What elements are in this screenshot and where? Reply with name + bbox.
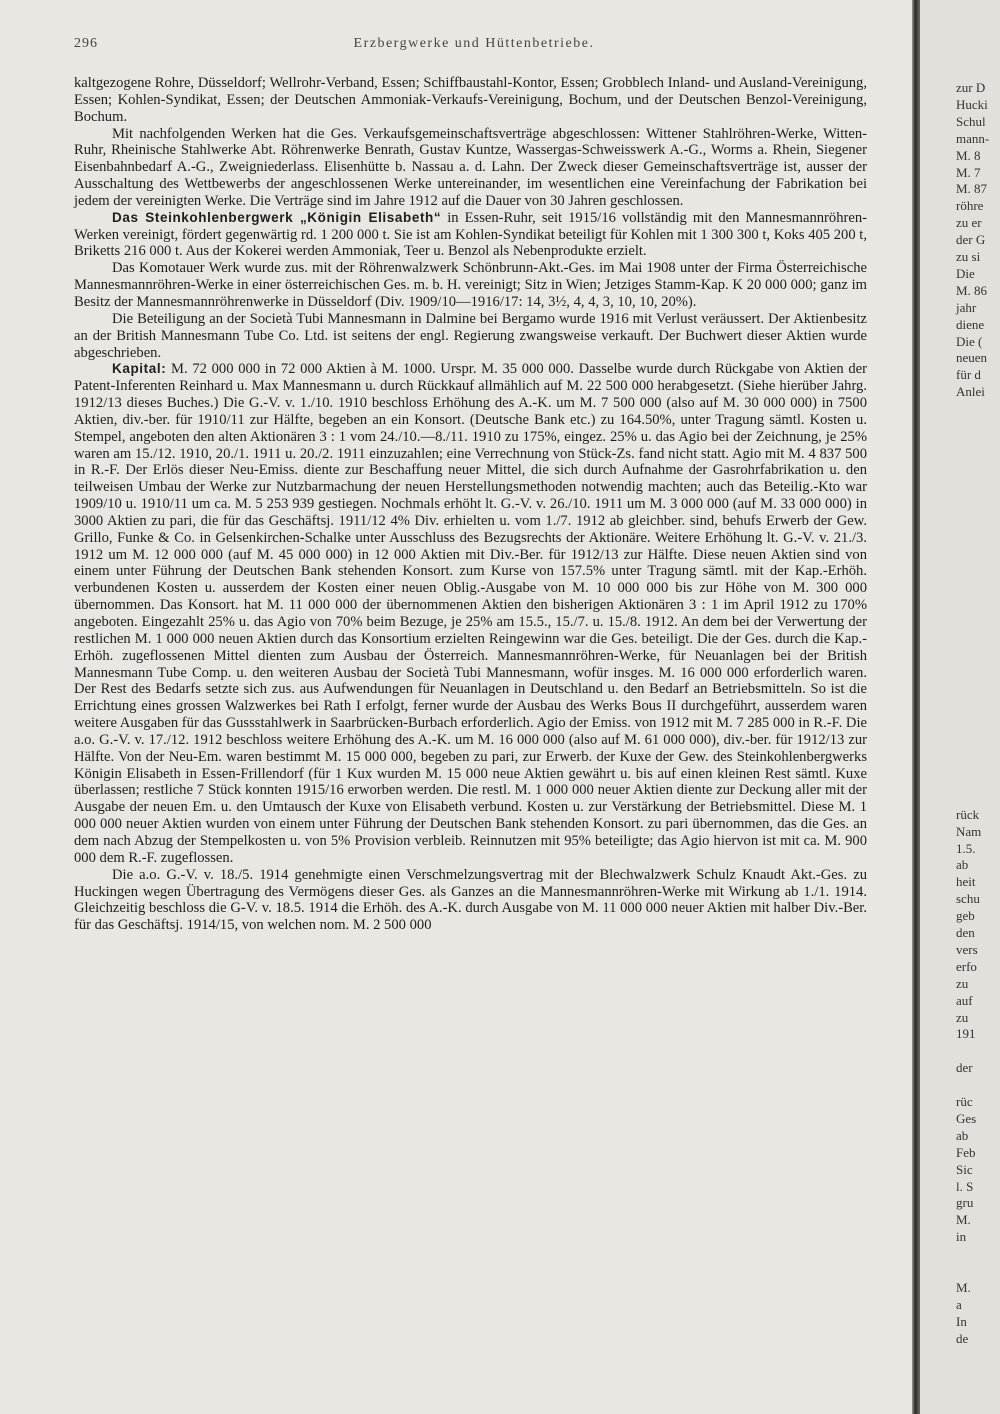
paragraph — [74, 361, 867, 866]
adjacent-page-fragment: zu — [956, 975, 969, 991]
adjacent-page-fragment: Ges — [956, 1110, 977, 1126]
paragraph-text: Mit nachfolgenden Werken hat die Ges. Verkaufsgemeinschaftsverträge abgeschlossen: Wittener Stahlröhren-Werke, Witten-Ruhr, Rheinische Stahlwerke Abt. Röhrenwerke Benrath, Gustav Kuntze, Wassergas-Schweisswerk A.-G., Worms a. Rhein, Siegener Eisenbahnbedarf A.-G., Zweigniederlass. Elisenhütte b. Nassau a. d. Lahn. Der Zweck dieser Gemeinschaftsverträge ist, ausser der Ausschaltung des Wettbewerbs der angeschlossenen Werke untereinander, im wesentlichen eine Vereinfachung der Fabrikation bei jedem der vereinigten Werke. Die Verträge sind im Jahre 1912 auf die Dauer von 30 Jahren geschlossen. — [74, 125, 867, 209]
paragraph-text: in Essen-Ruhr, seit 1915/16 vollständig mit den Mannesmannröhren-Werken vereinigt, fördert gegenwärtig rd. 1 200 000 t. Sie ist am Kohlen-Syndikat beteiligt für Kohlen mit 1 300 300 t, Koks 405 200 t, Briketts 216 000 t. Aus der Kokerei werden Ammoniak, Teer u. Benzol als Nebenprodukte erzielt. — [74, 209, 867, 260]
adjacent-page-fragment: Feb — [956, 1144, 976, 1160]
adjacent-page-fragment: 1.5. — [956, 840, 976, 856]
paragraph-text: Die Beteiligung an der Società Tubi Mannesmann in Dalmine bei Bergamo wurde 1916 mit Verlust veräussert. Der Aktienbesitz an der British Mannesmann Tube Co. Ltd. ist seitens der engl. Regierung zwangsweise verkauft. Der Buchwert dieser Aktien wurde abgeschrieben. — [74, 310, 867, 361]
adjacent-page-fragment: rück — [956, 806, 980, 822]
adjacent-page-fragment: M. 8 — [956, 147, 981, 163]
paragraph — [74, 210, 867, 261]
paragraph-heading: Das Steinkohlenbergwerk „Königin Elisabeth“ — [112, 209, 442, 225]
adjacent-page-fragment: de — [956, 1330, 969, 1346]
adjacent-page-fragment: der G — [956, 232, 986, 248]
page-number: 296 — [74, 36, 98, 51]
adjacent-page-fragment: Die ( — [956, 333, 983, 349]
adjacent-page-fragment: geb — [956, 908, 975, 924]
adjacent-page-fragment: M. 7 — [956, 164, 981, 180]
adjacent-page-fragment: ab — [956, 1127, 969, 1143]
adjacent-page-fragment: Sic — [956, 1161, 973, 1177]
paragraph-text: Die a.o. G.-V. v. 18./5. 1914 genehmigte einen Verschmelzungsvertrag mit der Blechwalzwerk Schulz Knaudt Akt.-Ges. zu Huckingen wegen Übertragung des Vermögens dieser Ges. als Ganzes an die Mannesmannröhren-Werke mit Wirkung ab 1./1. 1914. Gleichzeitig beschloss die G-V. v. 18.5. 1914 die Erhöh. des A.-K. durch Ausgabe von M. 11 000 000 neuer Aktien mit halber Div.-Ber. für das Geschäftsj. 1914/15, von welchen nom. M. 2 500 000 — [74, 866, 867, 934]
adjacent-page-fragment: in — [956, 1229, 967, 1245]
adjacent-page-fragment: diene — [956, 316, 985, 332]
adjacent-page-fragment: Hucki — [956, 96, 988, 112]
paragraph-text: kaltgezogene Rohre, Düsseldorf; Wellrohr-Verband, Essen; Schiffbaustahl-Kontor, Essen; Grobblech Inland- und Ausland-Vereinigung, Essen; Kohlen-Syndikat, Essen; der Deutschen Ammoniak-Verkaufs-Vereinigung, Bochum, und der Deutschen Benzol-Vereinigung, Bochum. — [74, 75, 867, 125]
paragraph-text: M. 72 000 000 in 72 000 Aktien à M. 1000. Urspr. M. 35 000 000. Dasselbe wurde durch Rückgabe von Aktien der Patent-Inferenten Reinhard u. Max Mannesmann u. durch Rückkauf allmählich auf M. 22 500 000 herabgesetzt. (Siehe hierüber Jahrg. 1912/13 dieses Buches.) Die G.-V. v. 1./10. 1910 beschloss Erhöhung des A.-K. um M. 7 500 000 (also auf M. 30 000 000) in 7500 Aktien, div.-ber. für 1910/11 zur Hälfte, begeben an ein Konsort. (Deutsche Bank etc.) zu 164.50%, unter Tragung sämtl. Kosten u. Stempel, angeboten den alten Aktionären 3 : 1 vom 24./10.—8./11. 1910 zu 175%, eingez. 25% u. das Agio bei der Zeichnung, je 25% waren am 15./12. 1910, 20./1. 1911 u. 20./2. 1911 einzuzahlen; eine Verrechnung von Stück-Zs. fand nicht statt. Agio mit M. 4 837 500 in R.-F. Der Erlös dieser Neu-Emiss. diente zur Beschaffung neuer Mittel, die sich durch Aufnahme der Gasrohrfabrikation u. den teilweisen Umbau der Werke zur Nutzbarmachung der neuen Herstellungsmethoden notwendig machten; auch das Beteilig.-Kto war 1909/10 u. 1910/11 um ca. M. 5 253 939 gestiegen. Nochmals erhöht lt. G.-V. v. 26./10. 1911 um M. 3 000 000 (auf M. 33 000 000) in 3000 Aktien zu pari, die für das Geschäftsj. 1911/12 4% Div. erhielten u. vom 1./7. 1912 ab gleichber. sind, behufs Erwerb der Gew. Grillo, Funke & Co. in Gelsenkirchen-Schalke unter Ausschluss des Bezugsrechts der Aktionäre. Weitere Erhöhung lt. G.-V. v. 21./3. 1912 um M. 12 000 000 (auf M. 45 000 000) in 12 000 Aktien mit Div.-Ber. für 1912/13 zur Hälfte. Diese neuen Aktien sind von einem unter Führung der Deutschen Bank stehenden Konsort. zum Kurse von 157.5% unter Tragung sämtl. mit der Kap.-Erhöh. verbundenen Kosten u. ausserdem der Kosten einer neuen Oblig.-Ausgabe von M. 10 000 000 bis zur Höhe von M. 300 000 übernommen. Das Konsort. hat M. 11 000 000 der übernommenen Aktien den bisherigen Aktionären 3 : 1 im April 1912 zu 170% angeboten. Eingezahlt 25% u. das Agio von 70% beim Bezuge, je 25% am 15.5., 15./7. u. 15./8. 1912. An dem bei der Verwertung der restlichen M. 1 000 000 neuen Aktien durch das Konsortium erzielten Reingewinn war die Ges. beteiligt. Die der Ges. durch die Kap.-Erhöh. zugeflossenen Mittel dienten zum Ausbau der Österreich. Mannesmannröhren-Werke, für Neuanlagen bei der British Mannesmann Tube Comp. u. den weiteren Ausbau der Società Tubi Mannesmann, wofür insges. M. 16 000 000 erforderlich waren. Der Rest des Bedarfs setzte sich zus. aus Aufwendungen für Neuanlagen in Deutschland u. den Bedarf an Betriebsmitteln. So ist die Errichtung eines grossen Walzwerkes bei Rath I erfolgt, ferner wurde der Ausbau des Werks Bous II durchgeführt, ausserdem waren weitere Ausgaben für das Gussstahlwerk in Saarbrücken-Burbach erforderlich. Agio der Emiss. von 1912 mit M. 7 285 000 in R.-F. Die a.o. G.-V. v. 17./12. 1912 beschloss weitere Erhöhung des A.-K. um M. 16 000 000 (also auf M. 61 000 000), div.-ber. für 1912/13 zur Hälfte. Von der Neu-Em. waren bestimmt M. 15 000 000, begeben zu pari, zur Erwerb. der Kuxe der Gew. des Steinkohlenbergwerks Königin Elisabeth in Essen-Frillendorf (für 1 Kux wurden M. 15 000 neue Aktien gewährt u. bis auf einen kleinen Rest sämtl. Kuxe überlassen; restliche 7 Stück konnten 1915/16 erworben werden. Die restl. M. 1 000 000 neuer Aktien diente zur Deckung aller mit der Ausgabe der neuen Em. u. den Umtausch der Kuxe von Elisabeth verbund. Kosten u. zur Verstärkung der Betriebsmittel. Diese M. 1 000 000 neuer Aktien wurden von einem unter Führung der Deutschen Bank stehenden Konsort. zu pari übernommen, das die Ges. an dem nach Abzug der Stempelkosten u. von 5% Provision verbleib. Reinnutzen mit 95% beteiligte; das Agio hiervon ist mit ca. M. 900 000 dem R.-F. zugeflossen. — [74, 361, 867, 866]
adjacent-page-fragment: In — [956, 1313, 967, 1329]
adjacent-page-fragment: zu — [956, 1009, 969, 1025]
adjacent-page-fragment: erfo — [956, 958, 977, 974]
adjacent-page-fragment: M. 86 — [956, 282, 988, 298]
paragraph — [74, 260, 867, 311]
adjacent-page-fragment: jahr — [956, 299, 977, 315]
adjacent-page-fragment: Schul — [956, 113, 986, 129]
page-body — [74, 75, 867, 934]
adjacent-page-fragment: vers — [956, 941, 978, 957]
adjacent-page-fragment: neuen — [956, 350, 988, 366]
adjacent-page-fragment: zur D — [956, 80, 986, 95]
adjacent-page-fragment: 191 — [956, 1026, 976, 1042]
adjacent-page-fragment: heit — [956, 874, 976, 890]
paragraph-text: Das Komotauer Werk wurde zus. mit der Röhrenwalzwerk Schönbrunn-Akt.-Ges. im Mai 1908 unter der Firma Österreichische Mannesmannröhren-Werke in einer österreichischen Ges. m. b. H. vereinigt; Sitz in Wien; Jetziges Stamm-Kap. K 20 000 000; ganz im Besitz der Mannesmannröhrenwerke in Düsseldorf (Div. 1909/10—1916/17: 14, 3½, 4, 4, 3, 10, 10, 20%). — [74, 260, 867, 310]
paragraph — [74, 126, 867, 210]
adjacent-page-fragment: zu er — [956, 215, 982, 231]
adjacent-page-fragment: auf — [956, 992, 973, 1008]
adjacent-page-fragment: a — [956, 1296, 962, 1312]
adjacent-page-fragment: für d — [956, 367, 981, 383]
adjacent-page-fragment: M. — [956, 1279, 971, 1295]
adjacent-page-fragment: l. S — [956, 1178, 974, 1194]
page-header — [74, 36, 874, 58]
adjacent-page-fragment: ab — [956, 857, 969, 873]
adjacent-page-fragment: den — [956, 925, 975, 940]
paragraph-heading: Kapital: — [112, 361, 167, 377]
adjacent-page-fragment: schu — [956, 891, 980, 907]
adjacent-page-fragment: Anlei — [956, 384, 985, 400]
paragraph — [74, 75, 867, 126]
running-title: Erzbergwerke und Hüttenbetriebe. — [353, 36, 595, 51]
adjacent-page-fragment: rüc — [956, 1094, 973, 1109]
adjacent-page-fragment: zu si — [956, 249, 981, 264]
adjacent-page-fragment: M. — [956, 1212, 971, 1228]
adjacent-page-fragment: Nam — [956, 823, 982, 839]
adjacent-page-fragment: der — [956, 1060, 973, 1076]
adjacent-page-edge — [920, 0, 1000, 1414]
adjacent-page-fragment: Die — [956, 265, 975, 281]
paragraph — [74, 867, 867, 934]
adjacent-page-fragment: gru — [956, 1195, 974, 1211]
adjacent-page-fragment: M. 87 — [956, 181, 988, 197]
adjacent-page-fragment: röhre — [956, 198, 984, 214]
book-gutter — [912, 0, 920, 1414]
adjacent-page-fragment: mann- — [956, 130, 990, 146]
paragraph — [74, 311, 867, 362]
